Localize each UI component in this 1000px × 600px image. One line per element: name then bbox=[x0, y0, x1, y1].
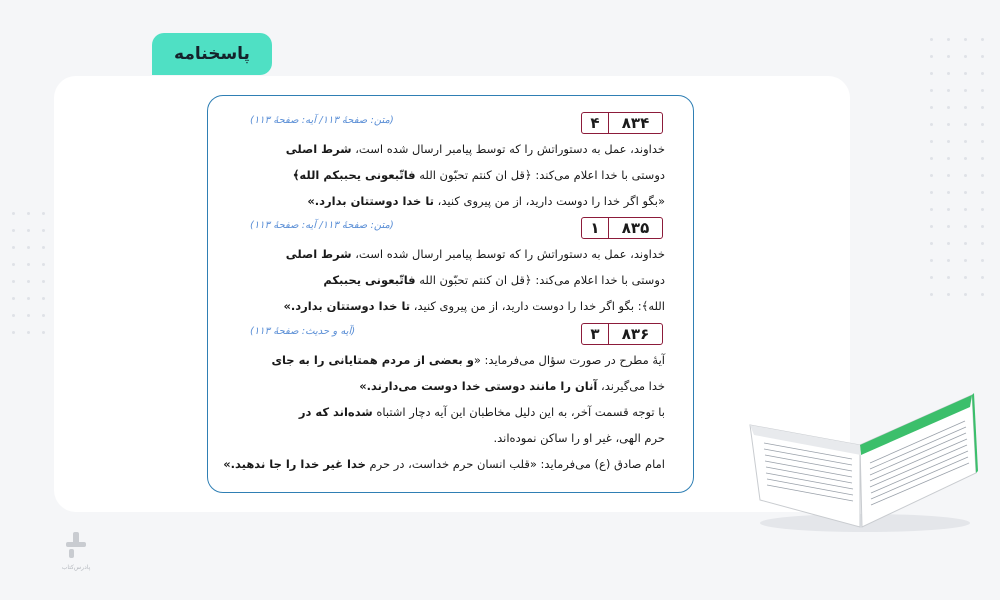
explanation-line: با توجه قسمت آخر، به این دلیل مخاطبان این آیه دچار اشتباه شده‌اند که در bbox=[298, 405, 665, 419]
answer-box bbox=[207, 95, 694, 493]
answer-sheet-tag: پاسخنامه bbox=[152, 33, 272, 75]
source-reference: (متن: صفحهٔ ۱۱۳/ آیه: صفحهٔ ۱۱۳) bbox=[250, 115, 394, 126]
correct-option: ۴ bbox=[582, 113, 609, 133]
explanation-line: «بگو اگر خدا را دوست دارید، از من پیروی کنید، تا خدا دوستتان بدارد.» bbox=[307, 194, 665, 208]
open-book-illustration bbox=[740, 385, 980, 535]
explanation-line: دوستی با خدا اعلام می‌کند: ﴿قل ان کنتم تحبّون الله فاتّبعونی یحببکم الله﴾ bbox=[292, 168, 665, 182]
correct-option: ۳ bbox=[582, 324, 609, 344]
explanation-line: خدا می‌گیرند، آنان را مانند دوستی خدا دوست می‌دارند.» bbox=[359, 379, 665, 393]
explanation-line: دوستی با خدا اعلام می‌کند: ﴿قل ان کنتم تحبّون الله فاتّبعونی یحببکم bbox=[323, 273, 665, 287]
answer-explanation bbox=[248, 241, 665, 319]
explanation-line: حرم الهی، غیر او را ساکن نموده‌اند. bbox=[493, 431, 665, 445]
explanation-line: امام صادق (ع) می‌فرماید: «قلب انسان حرم خداست، در حرم خدا غیر خدا را جا ندهید.» bbox=[223, 457, 665, 471]
question-number: ۸۳۴ bbox=[621, 114, 650, 132]
brand-logo bbox=[58, 532, 94, 571]
question-number-box bbox=[581, 112, 663, 134]
source-reference: (متن: صفحهٔ ۱۱۳/ آیه: صفحهٔ ۱۱۳) bbox=[250, 220, 394, 231]
question-number-box bbox=[581, 217, 663, 239]
question-number-box bbox=[581, 323, 663, 345]
question-header bbox=[208, 217, 693, 241]
explanation-line: خداوند، عمل به دستوراتش را که توسط پیامبر ارسال شده است، شرط اصلی bbox=[285, 142, 665, 156]
explanation-line: الله﴾: بگو اگر خدا را دوست دارید، از من پیروی کنید، تا خدا دوستتان بدارد.» bbox=[283, 299, 665, 313]
brand-mark-icon bbox=[65, 532, 87, 558]
source-reference: (آیه و حدیث: صفحهٔ ۱۱۳) bbox=[250, 326, 356, 337]
brand-name: پادرس‌کتاب bbox=[61, 564, 91, 571]
correct-option: ۱ bbox=[582, 218, 609, 238]
answer-explanation bbox=[223, 347, 665, 477]
decorative-dots-right bbox=[930, 38, 984, 296]
question-number: ۸۳۶ bbox=[621, 325, 650, 343]
question-number: ۸۳۵ bbox=[621, 219, 650, 237]
explanation-line: آیهٔ مطرح در صورت سؤال می‌فرماید: «و بعضی از مردم همتایانی را به جای bbox=[271, 353, 665, 367]
decorative-dots-left bbox=[12, 212, 45, 334]
question-header bbox=[208, 112, 693, 136]
explanation-line: خداوند، عمل به دستوراتش را که توسط پیامبر ارسال شده است، شرط اصلی bbox=[285, 247, 665, 261]
question-header bbox=[208, 323, 693, 347]
answer-explanation bbox=[248, 136, 665, 214]
